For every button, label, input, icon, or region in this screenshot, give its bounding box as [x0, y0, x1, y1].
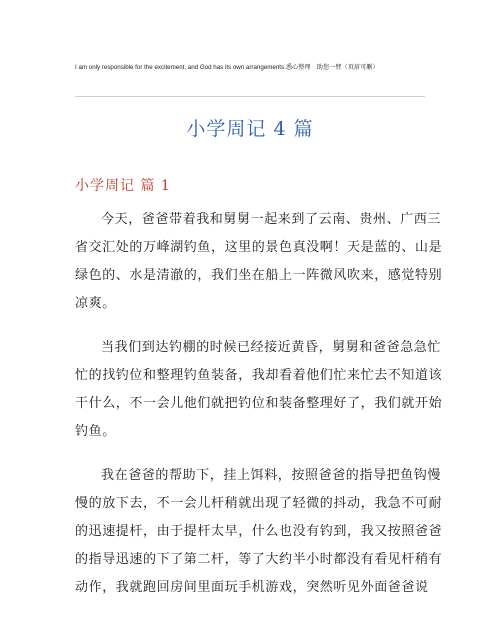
- paragraph-line: 当我们到达钓棚的时候已经接近黄昏，舅舅和爸爸急急忙: [101, 340, 442, 355]
- paragraph-1: [75, 206, 443, 318]
- paragraph-line: 的迅速提杆，由于提杆太早，什么也没有钓到，我又按照爸爸: [75, 524, 443, 539]
- paragraph-3: [75, 462, 443, 602]
- section-title: 小学周记 篇 1: [75, 178, 171, 194]
- paragraph-line: 干什么，不一会儿他们就把钓位和装备整理好了，我们就开始: [75, 396, 443, 411]
- document-title: 小学周记 4 篇: [186, 118, 314, 140]
- paragraph-line: 忙的找钓位和整理钓鱼装备，我却看着他们忙来忙去不知道该: [75, 368, 443, 383]
- paragraph-line: 凉爽。: [75, 296, 116, 311]
- paragraph-2: [75, 334, 443, 446]
- paragraph-line: 动作，我就跑回房间里面玩手机游戏，突然听见外面爸爸说: [75, 580, 429, 595]
- paragraph-line: 绿色的、水是清澈的，我们坐在船上一阵微风吹来，感觉特别: [75, 268, 443, 283]
- body-text: [75, 206, 443, 618]
- paragraph-line: 的指导迅速的下了第二杆，等了大约半小时都没有看见杆稍有: [75, 552, 443, 567]
- paragraph-line: 慢的放下去，不一会儿杆稍就出现了轻微的抖动，我急不可耐: [75, 496, 443, 511]
- paragraph-line: 我在爸爸的帮助下，挂上饵料，按照爸爸的指导把鱼钩慢: [101, 468, 442, 483]
- paragraph-line: 省交汇处的万峰湖钓鱼，这里的景色真没啊！天是蓝的、山是: [75, 240, 443, 255]
- paragraph-line: 今天，爸爸带着我和舅舅一起来到了云南、贵州、广西三: [101, 212, 442, 227]
- header-divider: [75, 96, 425, 97]
- page-header-text: I am only responsible for the excitement, and God has its own arrangements.悉心整理 助您一臂（页眉可删）: [75, 64, 379, 71]
- paragraph-line: 钓鱼。: [75, 424, 116, 439]
